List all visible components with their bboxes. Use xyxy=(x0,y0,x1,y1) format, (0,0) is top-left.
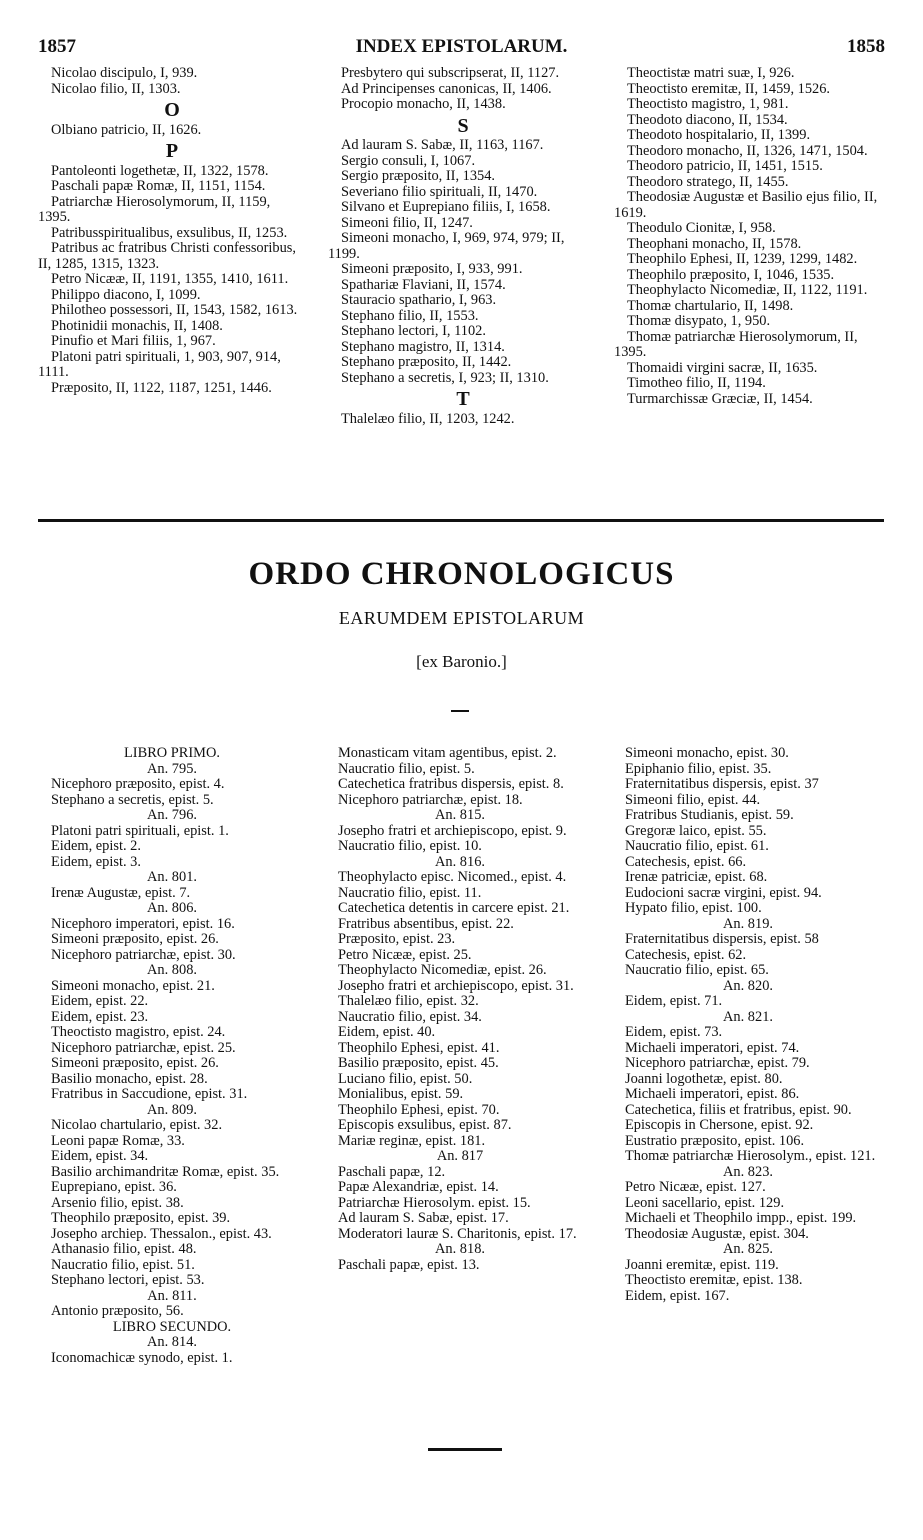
year-heading: An. 811. xyxy=(147,1287,197,1304)
year-heading: An. 823. xyxy=(723,1163,773,1180)
entry: Eidem, epist. 22. xyxy=(51,993,149,1009)
entry: Luciano filio, epist. 50. xyxy=(338,1070,473,1087)
entry: Theophylacto episc. Nicomed., epist. 4. xyxy=(338,869,567,885)
entry: Arsenio filio, epist. 38. xyxy=(51,1194,184,1211)
entry: Epiphanio filio, epist. 35. xyxy=(625,760,772,777)
entry: Episcopis in Chersone, epist. 92. xyxy=(625,1117,814,1133)
year-heading: An. 809. xyxy=(147,1101,197,1118)
entry: Naucratio filio, epist. 51. xyxy=(51,1256,195,1273)
entry: Stephano magistro, II, 1314. xyxy=(341,338,505,355)
entry: Theodosiæ Augustæ, epist. 304. xyxy=(625,1225,809,1242)
entry: Præposito, II, 1122, 1187, 1251, 1446. xyxy=(51,379,272,396)
entry: Thalelæo filio, II, 1203, 1242. xyxy=(341,410,515,427)
entry: Catechetica detentis in carcere epist. 21. xyxy=(338,900,570,916)
entry: Nicolao filio, II, 1303. xyxy=(51,80,181,97)
entry: Michaeli imperatori, epist. 74. xyxy=(625,1039,800,1056)
entry: Thomæ patriarchæ Hierosolym., epist. 121. xyxy=(625,1148,876,1164)
entry: Eidem, epist. 23. xyxy=(51,1008,149,1025)
entry: Fraternitatibus dispersis, epist. 58 xyxy=(625,931,819,947)
entry: Moderatori lauræ S. Charitonis, epist. 17. xyxy=(338,1225,577,1242)
entry: Leoni papæ Romæ, 33. xyxy=(51,1132,185,1149)
entry: Petro Nicææ, epist. 127. xyxy=(625,1179,766,1195)
section-letter: T xyxy=(456,388,470,410)
entry: Eidem, epist. 73. xyxy=(625,1024,723,1040)
section-letter: S xyxy=(457,114,469,137)
ordo-title: ORDO CHRONOLOGICUS xyxy=(248,556,675,592)
year-heading: An. 820. xyxy=(723,977,773,994)
entry: Michaeli imperatori, epist. 86. xyxy=(625,1086,800,1102)
entry: Theophylacto Nicomediæ, epist. 26. xyxy=(338,962,547,978)
entry: Theophilo Ephesi, epist. 70. xyxy=(338,1101,500,1118)
entry: Paschali papæ Romæ, II, 1151, 1154. xyxy=(51,178,266,194)
page-number-left: 1857 xyxy=(38,36,76,57)
entry: Fraternitatibus dispersis, epist. 37 xyxy=(625,776,819,792)
closing-rule xyxy=(428,1448,502,1451)
entry: Thomæ disypato, 1, 950. xyxy=(627,313,771,329)
entry: Mariæ reginæ, epist. 181. xyxy=(338,1132,486,1149)
entry: Naucratio filio, epist. 61. xyxy=(625,838,769,854)
entry: Eudocioni sacræ virgini, epist. 94. xyxy=(625,884,822,901)
entry: Turmarchissæ Græciæ, II, 1454. xyxy=(627,390,813,407)
entry: Timotheo filio, II, 1194. xyxy=(627,375,766,391)
section-divider-rule xyxy=(38,519,884,522)
entry: Simeoni præposito, epist. 26. xyxy=(51,1055,219,1071)
entry: Eidem, epist. 3. xyxy=(51,853,141,870)
entry: Naucratio filio, epist. 10. xyxy=(338,838,482,854)
entry: Nicephoro patriarchæ, epist. 30. xyxy=(51,946,236,963)
entry: Episcopis exsulibus, epist. 87. xyxy=(338,1117,512,1133)
entry: Simeoni filio, epist. 44. xyxy=(625,791,761,808)
index-column-1 xyxy=(38,66,306,396)
entry: Josepho archiep. Thessalon., epist. 43. xyxy=(51,1225,272,1242)
entry: Platoni patri spirituali, 1, 903, 907, 914, 1111. xyxy=(38,348,281,380)
entry: Photinidii monachis, II, 1408. xyxy=(51,317,223,334)
section-letter: P xyxy=(165,140,179,162)
entry: Eidem, epist. 40. xyxy=(338,1024,436,1040)
year-heading: LIBRO PRIMO. xyxy=(124,745,220,761)
entry: Philotheo possessori, II, 1543, 1582, 1613. xyxy=(51,302,298,318)
entry: Platoni patri spirituali, epist. 1. xyxy=(51,822,229,839)
entry: Theodoto diacono, II, 1534. xyxy=(627,111,788,128)
entry: Irenæ patriciæ, epist. 68. xyxy=(625,869,768,885)
entry: Stauracio spathario, I, 963. xyxy=(341,292,497,308)
entry: Joanni eremitæ, epist. 119. xyxy=(625,1256,779,1273)
entry: Iconomachicæ synodo, epist. 1. xyxy=(51,1349,233,1366)
ordo-column-3 xyxy=(612,746,884,1304)
year-heading: An. 814. xyxy=(147,1334,197,1350)
year-heading: An. 815. xyxy=(435,807,485,823)
entry: Nicephoro præposito, epist. 4. xyxy=(51,776,225,792)
entry: Josepho fratri et archiepiscopo, epist. 31. xyxy=(338,977,574,994)
entry: Simeoni monacho, epist. 30. xyxy=(625,745,789,761)
entry: Catechesis, epist. 66. xyxy=(625,853,747,870)
index-column-3 xyxy=(614,66,886,407)
entry: Stephano præposito, II, 1442. xyxy=(341,354,512,370)
entry: Theodoto hospitalario, II, 1399. xyxy=(627,127,811,143)
entry: Thalelæo filio, epist. 32. xyxy=(338,993,479,1009)
year-heading: An. 825. xyxy=(723,1241,773,1257)
entry: Spathariæ Flaviani, II, 1574. xyxy=(341,276,506,293)
entry: Procopio monacho, II, 1438. xyxy=(341,96,506,112)
year-heading: An. 816. xyxy=(435,853,485,870)
running-head: INDEX EPISTOLARUM. xyxy=(355,36,568,57)
entry: Basilio archimandritæ Romæ, epist. 35. xyxy=(51,1163,280,1180)
entry: Theophani monacho, II, 1578. xyxy=(627,235,802,252)
year-heading: An. 808. xyxy=(147,962,197,978)
entry: Naucratio filio, epist. 65. xyxy=(625,962,769,978)
entry: Ad Principenses canonicas, II, 1406. xyxy=(341,80,552,97)
entry: Theodoro patricio, II, 1451, 1515. xyxy=(627,158,823,174)
entry: Stephano a secretis, I, 923; II, 1310. xyxy=(341,369,549,386)
entry: Olbiano patricio, II, 1626. xyxy=(51,121,202,138)
entry: Patribusspiritualibus, exsulibus, II, 1253. xyxy=(51,224,288,241)
entry: Euprepiano, epist. 36. xyxy=(51,1179,177,1195)
entry: Eidem, epist. 34. xyxy=(51,1148,149,1164)
entry: Nicephoro patriarchæ, epist. 18. xyxy=(338,791,523,808)
entry: Theodosiæ Augustæ et Basilio ejus filio, II, 1619. xyxy=(614,189,878,221)
year-heading: An. 819. xyxy=(723,915,773,932)
title-dash xyxy=(451,710,469,712)
entry: Stephano filio, II, 1553. xyxy=(341,307,479,324)
entry: Præposito, epist. 23. xyxy=(338,931,456,947)
entry: Catechetica, filiis et fratribus, epist. 90. xyxy=(625,1101,852,1118)
entry: Presbytero qui subscripserat, II, 1127. xyxy=(341,65,560,81)
entry: Theoctisto magistro, epist. 24. xyxy=(51,1024,226,1040)
entry: Fratribus absentibus, epist. 22. xyxy=(338,915,514,932)
entry: Severiano filio spirituali, II, 1470. xyxy=(341,183,538,200)
entry: Theophilo Ephesi, II, 1239, 1299, 1482. xyxy=(627,251,858,267)
entry: Hypato filio, epist. 100. xyxy=(625,900,762,916)
entry: Josepho fratri et archiepiscopo, epist. 9. xyxy=(338,822,567,839)
entry: Stephano a secretis, epist. 5. xyxy=(51,791,214,808)
entry: Leoni sacellario, epist. 129. xyxy=(625,1194,785,1211)
entry: Sergio præposito, II, 1354. xyxy=(341,168,496,184)
year-heading: LIBRO SECUNDO. xyxy=(112,1318,232,1335)
entry: Thomaidi virgini sacræ, II, 1635. xyxy=(627,359,818,376)
entry: Fratribus Studianis, epist. 59. xyxy=(625,807,794,823)
year-heading: An. 821. xyxy=(723,1008,773,1025)
entry: Theoctisto eremitæ, epist. 138. xyxy=(625,1272,803,1288)
section-letter: O xyxy=(164,99,180,121)
entry: Antonio præposito, 56. xyxy=(51,1303,184,1319)
entry: Petro Nicææ, epist. 25. xyxy=(338,946,472,963)
entry: Michaeli et Theophilo impp., epist. 199. xyxy=(625,1210,857,1226)
year-heading: An. 801. xyxy=(147,869,197,885)
entry: Simeoni monacho, I, 969, 974, 979; II, 1199. xyxy=(328,230,565,262)
entry: Silvano et Euprepiano filiis, I, 1658. xyxy=(341,199,551,215)
entry: Sergio consuli, I, 1067. xyxy=(341,152,476,169)
entry: Theodoro stratego, II, 1455. xyxy=(627,173,789,190)
entry: Catechetica fratribus dispersis, epist. 8. xyxy=(338,776,564,792)
ordo-subtitle: EARUMDEM EPISTOLARUM xyxy=(338,608,585,628)
entry: Nicephoro patriarchæ, epist. 79. xyxy=(625,1055,810,1071)
entry: Naucratio filio, epist. 5. xyxy=(338,760,475,777)
entry: Eidem, epist. 71. xyxy=(625,993,723,1009)
ordo-column-1 xyxy=(38,746,306,1366)
page-number-right: 1858 xyxy=(847,36,885,57)
entry: Nicolao chartulario, epist. 32. xyxy=(51,1117,223,1133)
entry: Paschali papæ, 12. xyxy=(338,1163,446,1180)
entry: Naucratio filio, epist. 11. xyxy=(338,884,482,901)
entry: Catechesis, epist. 62. xyxy=(625,946,747,963)
entry: Simeoni præposito, epist. 26. xyxy=(51,931,219,947)
entry: Nicephoro patriarchæ, epist. 25. xyxy=(51,1039,236,1056)
entry: Monialibus, epist. 59. xyxy=(338,1086,464,1102)
year-heading: An. 796. xyxy=(147,807,197,823)
entry: Irenæ Augustæ, epist. 7. xyxy=(51,884,191,901)
entry: Theophilo præposito, I, 1046, 1535. xyxy=(627,266,835,283)
year-heading: An. 818. xyxy=(435,1241,485,1257)
entry: Ad lauram S. Sabæ, epist. 17. xyxy=(338,1210,509,1226)
entry: Papæ Alexandriæ, epist. 14. xyxy=(338,1179,499,1195)
entry: Petro Nicææ, II, 1191, 1355, 1410, 1611. xyxy=(51,271,289,287)
year-heading: An. 806. xyxy=(147,900,197,916)
entry: Naucratio filio, epist. 34. xyxy=(338,1008,482,1025)
entry: Thomæ chartulario, II, 1498. xyxy=(627,297,794,314)
ordo-source-note: [ex Baronio.] xyxy=(416,652,507,671)
entry: Theophilo Ephesi, epist. 41. xyxy=(338,1039,500,1056)
entry: Fratribus in Saccudione, epist. 31. xyxy=(51,1086,248,1102)
entry: Eidem, epist. 2. xyxy=(51,838,141,854)
ordo-column-2 xyxy=(325,746,595,1273)
entry: Theoctisto magistro, 1, 981. xyxy=(627,96,789,112)
entry: Stephano lectori, I, 1102. xyxy=(341,323,486,339)
entry: Basilio monacho, epist. 28. xyxy=(51,1070,208,1087)
entry: Athanasio filio, epist. 48. xyxy=(51,1241,197,1257)
year-heading: An. 817 xyxy=(436,1148,484,1164)
entry: Patriarchæ Hierosolymorum, II, 1159, 1395. xyxy=(38,193,271,225)
entry: Basilio præposito, epist. 45. xyxy=(338,1055,499,1071)
entry: Eustratio præposito, epist. 106. xyxy=(625,1132,805,1149)
entry: Paschali papæ, epist. 13. xyxy=(338,1256,480,1273)
entry: Theoctistæ matri suæ, I, 926. xyxy=(627,65,795,81)
entry: Theodulo Cionitæ, I, 958. xyxy=(627,220,776,236)
entry: Gregoræ laico, epist. 55. xyxy=(625,822,767,839)
entry: Philippo diacono, I, 1099. xyxy=(51,286,201,303)
entry: Theophilo præposito, epist. 39. xyxy=(51,1210,231,1226)
entry: Nicolao discipulo, I, 939. xyxy=(51,65,198,81)
entry: Pantoleonti logethetæ, II, 1322, 1578. xyxy=(51,162,269,179)
entry: Nicephoro imperatori, epist. 16. xyxy=(51,915,235,932)
entry: Theophylacto Nicomediæ, II, 1122, 1191. xyxy=(627,282,868,298)
index-column-2 xyxy=(328,66,598,427)
entry: Theoctisto eremitæ, II, 1459, 1526. xyxy=(627,80,831,97)
entry: Thomæ patriarchæ Hierosolymorum, II, 1395. xyxy=(614,328,858,360)
entry: Pinufio et Mari filiis, 1, 967. xyxy=(51,333,216,349)
entry: Patribus ac fratribus Christi confessoribus, II, 1285, 1315, 1323. xyxy=(38,240,296,272)
entry: Simeoni præposito, I, 933, 991. xyxy=(341,261,523,277)
entry: Ad lauram S. Sabæ, II, 1163, 1167. xyxy=(341,137,544,153)
entry: Theodoro monacho, II, 1326, 1471, 1504. xyxy=(627,142,868,159)
entry: Eidem, epist. 167. xyxy=(625,1287,730,1304)
entry: Simeoni filio, II, 1247. xyxy=(341,214,473,231)
entry: Joanni logothetæ, epist. 80. xyxy=(625,1070,783,1087)
entry: Simeoni monacho, epist. 21. xyxy=(51,977,215,994)
entry: Monasticam vitam agentibus, epist. 2. xyxy=(338,745,557,761)
entry: Stephano lectori, epist. 53. xyxy=(51,1272,205,1288)
year-heading: An. 795. xyxy=(147,760,197,777)
entry: Patriarchæ Hierosolym. epist. 15. xyxy=(338,1194,531,1211)
